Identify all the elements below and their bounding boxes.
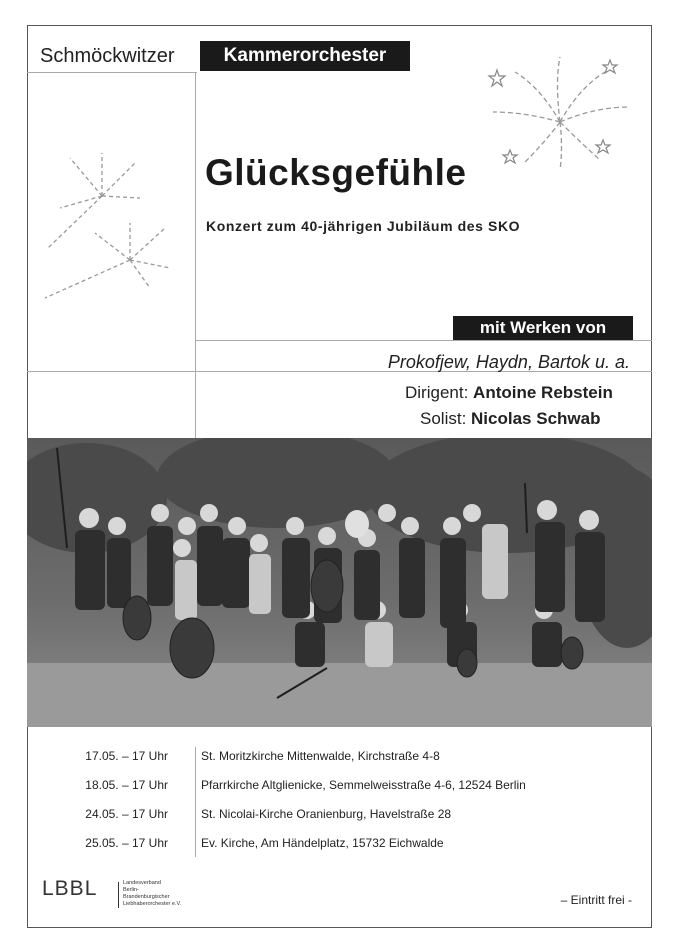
works-heading-box: mit Werken von [453,316,633,340]
event-row [27,747,652,776]
concert-title: Glücksgefühle [205,152,467,193]
conductor-name: Antoine Rebstein [473,383,613,402]
lbbl-logo [42,876,182,912]
logo-line-2: Berlin-Brandenburgischer [123,887,170,900]
orchestra-group-photo [27,438,652,727]
logo-subtext [123,880,182,908]
event-date: 25.05. – 17 Uhr [85,836,168,850]
conductor-line [405,383,613,403]
logo-line-1: Landesverband [123,880,161,886]
grid-line-horizontal [27,72,197,73]
event-date: 24.05. – 17 Uhr [85,807,168,821]
logo-divider [118,882,119,908]
firework-left-icon [40,148,180,303]
event-location: Pfarrkirche Altglienicke, Semmelweisstraße 4-6, 12524 Berlin [201,778,526,792]
composers-list: Prokofjew, Haydn, Bartok u. a. [387,352,630,372]
concert-dates-list [27,747,652,863]
event-row [27,776,652,805]
event-location: St. Moritzkirche Mittenwalde, Kirchstraße 4-8 [201,749,440,763]
event-date: 17.05. – 17 Uhr [85,749,168,763]
logo-letters: LBBL [42,877,98,900]
grid-line-horizontal [195,340,652,341]
concert-subtitle: Konzert zum 40-jährigen Jubiläum des SKO [206,218,521,234]
firework-right-icon [485,52,635,172]
logo-line-3: Liebhaberorchester e.V. [123,901,182,907]
soloist-line [420,409,600,429]
orchestra-name-box: Kammerorchester [200,41,410,71]
conductor-label: Dirigent: [405,383,469,402]
soloist-name: Nicolas Schwab [471,409,601,428]
event-row [27,805,652,834]
event-location: St. Nicolai-Kirche Oranienburg, Havelstraße 28 [201,807,452,821]
event-row [27,834,652,863]
grid-line-vertical [195,72,196,438]
event-location: Ev. Kirche, Am Händelplatz, 15732 Eichwalde [201,836,444,850]
admission-note: – Eintritt frei - [560,893,632,907]
orchestra-prefix: Schmöckwitzer [40,45,175,67]
event-date: 18.05. – 17 Uhr [85,778,168,792]
soloist-label: Solist: [420,409,467,428]
